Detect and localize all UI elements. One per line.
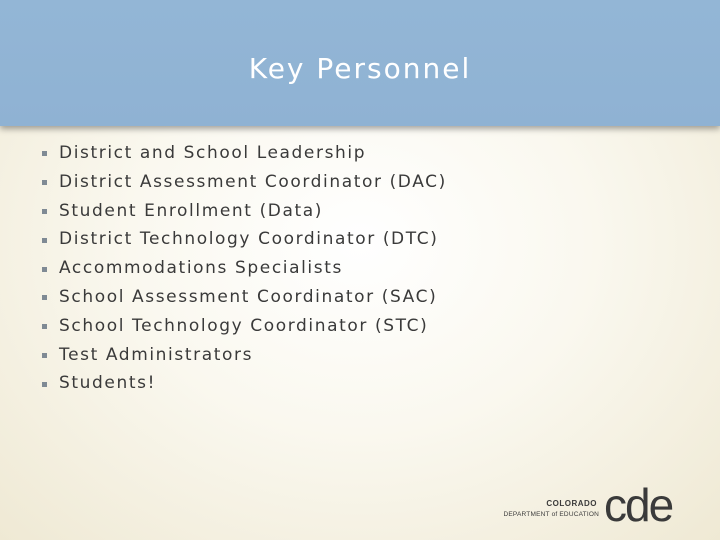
bullet-item <box>42 168 447 197</box>
bullet-item <box>42 341 447 370</box>
cde-logo <box>487 479 697 531</box>
bullet-text: District Assessment Coordinator (DAC) <box>59 171 447 192</box>
bullet-text: Accommodations Specialists <box>59 258 343 279</box>
bullet-square-icon <box>42 180 47 185</box>
bullet-item <box>42 139 447 168</box>
title-banner <box>0 0 720 126</box>
bullet-text: School Assessment Coordinator (SAC) <box>59 286 438 307</box>
bullet-text: Students! <box>59 373 156 394</box>
slide-title: Key Personnel <box>248 52 472 85</box>
bullet-square-icon <box>42 209 47 214</box>
bullet-list <box>42 139 447 398</box>
bullet-square-icon <box>42 151 47 156</box>
bullet-square-icon <box>42 324 47 329</box>
bullet-text: Test Administrators <box>59 344 254 365</box>
bullet-item <box>42 369 447 398</box>
bullet-square-icon <box>42 353 47 358</box>
bullet-item <box>42 312 447 341</box>
bullet-text: Student Enrollment (Data) <box>59 200 324 221</box>
bullet-square-icon <box>42 382 47 387</box>
logo-line-department: DEPARTMENT of EDUCATION <box>503 511 599 518</box>
bullet-item <box>42 197 447 226</box>
logo-mark: cde <box>604 479 673 531</box>
bullet-item <box>42 254 447 283</box>
bullet-text: District Technology Coordinator (DTC) <box>59 229 439 250</box>
bullet-square-icon <box>42 295 47 300</box>
bullet-item <box>42 283 447 312</box>
bullet-square-icon <box>42 238 47 243</box>
bullet-square-icon <box>42 267 47 272</box>
bullet-item <box>42 225 447 254</box>
logo-wordmark <box>487 499 599 520</box>
bullet-text: District and School Leadership <box>59 143 367 163</box>
logo-line-colorado: COLORADO <box>546 499 597 508</box>
bullet-text: School Technology Coordinator (STC) <box>59 315 429 336</box>
